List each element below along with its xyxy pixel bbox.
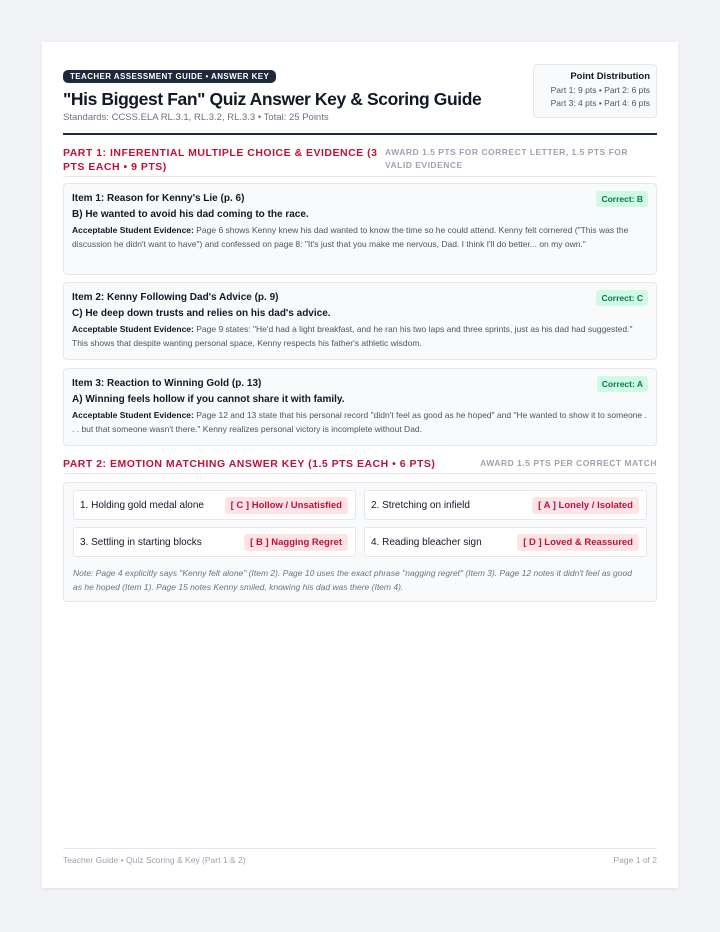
item-title: Item 2: Kenny Following Dad's Advice (p. 9) [72, 292, 279, 303]
page-title: "His Biggest Fan" Quiz Answer Key & Scoring Guide [63, 89, 482, 109]
evidence-body: Page 12 and 13 state that his personal record "didn't feel as good as he hoped" and "He wanted to show it to someone . . . but that someone wasn't there." Kenny realizes personal victory is incomplete without Dad. [72, 410, 647, 434]
point-distribution-title: Point Distribution [570, 71, 650, 82]
match-prompt: 2. Stretching on infield [371, 500, 470, 511]
part2-header [63, 457, 657, 474]
match-row [73, 527, 356, 557]
part1-title: PART 1: INFERENTIAL MULTIPLE CHOICE & EVIDENCE (3 PTS EACH • 9 PTS) [63, 147, 378, 173]
correct-answer: B) He wanted to avoid his dad coming to the race. [72, 209, 309, 220]
document-page [42, 42, 678, 888]
part1-scoring-note: AWARD 1.5 PTS FOR CORRECT LETTER, 1.5 PTS FOR VALID EVIDENCE [385, 147, 629, 170]
evidence-text [72, 322, 648, 350]
correct-badge: Correct: C [596, 290, 648, 306]
item-card [63, 282, 657, 360]
part2-scoring-note: AWARD 1.5 PTS PER CORRECT MATCH [480, 458, 657, 468]
page-number: Page 1 of 2 [613, 855, 657, 865]
evidence-body: Page 6 shows Kenny knew his dad wanted to know the time so he could attend. Kenny felt cornered ("This was the discussion he didn't want to have") and confessed on page 8: "It's just that you make me nervous, Dad. I think I'll do better... on my own." [72, 225, 629, 249]
item-card [63, 183, 657, 275]
item-title: Item 3: Reaction to Winning Gold (p. 13) [72, 378, 262, 389]
correct-answer: C) He deep down trusts and relies on his dad's advice. [72, 308, 331, 319]
footer-divider [63, 848, 657, 849]
point-distribution-line: Part 1: 9 pts • Part 2: 6 pts [550, 85, 650, 95]
match-answer-badge: [ A ] Lonely / Isolated [532, 497, 639, 514]
match-row [364, 527, 647, 557]
evidence-text [72, 223, 648, 251]
match-row [364, 490, 647, 520]
matching-note: Note: Page 4 explicitly says "Kenny felt alone" (Item 2). Page 10 uses the exact phrase "nagging regret" (Item 3). Page 12 notes it didn't feel as good as he hoped (Item 1). Page 15 notes Kenny smiled, knowing his dad was there (Item 4). [73, 568, 632, 592]
point-distribution-box [533, 64, 657, 118]
evidence-body: Page 9 states: "He'd had a light breakfast, and he ran his two laps and three sprints, just as his dad had suggested." This shows that despite wanting personal space, Kenny respects his father's athletic wisdom. [72, 324, 633, 348]
standards-line: Standards: CCSS.ELA RL.3.1, RL.3.2, RL.3.3 • Total: 25 Points [63, 112, 329, 123]
correct-badge: Correct: B [596, 191, 648, 207]
match-prompt: 1. Holding gold medal alone [80, 500, 204, 511]
guide-tag: TEACHER ASSESSMENT GUIDE • ANSWER KEY [63, 70, 276, 83]
evidence-label: Acceptable Student Evidence: [72, 410, 194, 420]
evidence-text [72, 408, 648, 436]
match-prompt: 4. Reading bleacher sign [371, 537, 482, 548]
evidence-label: Acceptable Student Evidence: [72, 225, 194, 235]
matching-key-box [63, 482, 657, 602]
correct-answer: A) Winning feels hollow if you cannot share it with family. [72, 394, 345, 405]
point-distribution-line: Part 3: 4 pts • Part 4: 6 pts [550, 98, 650, 108]
evidence-label: Acceptable Student Evidence: [72, 324, 194, 334]
item-card [63, 368, 657, 446]
part1-header [63, 146, 657, 177]
item-title: Item 1: Reason for Kenny's Lie (p. 6) [72, 193, 245, 204]
match-prompt: 3. Settling in starting blocks [80, 537, 202, 548]
match-answer-badge: [ D ] Loved & Reassured [517, 534, 639, 551]
match-row [73, 490, 356, 520]
footer-left: Teacher Guide • Quiz Scoring & Key (Part 1 & 2) [63, 855, 246, 865]
match-answer-badge: [ B ] Nagging Regret [244, 534, 348, 551]
part2-title: PART 2: EMOTION MATCHING ANSWER KEY (1.5 PTS EACH • 6 PTS) [63, 458, 436, 470]
header-divider [63, 133, 657, 135]
correct-badge: Correct: A [597, 376, 648, 392]
match-answer-badge: [ C ] Hollow / Unsatisfied [225, 497, 348, 514]
